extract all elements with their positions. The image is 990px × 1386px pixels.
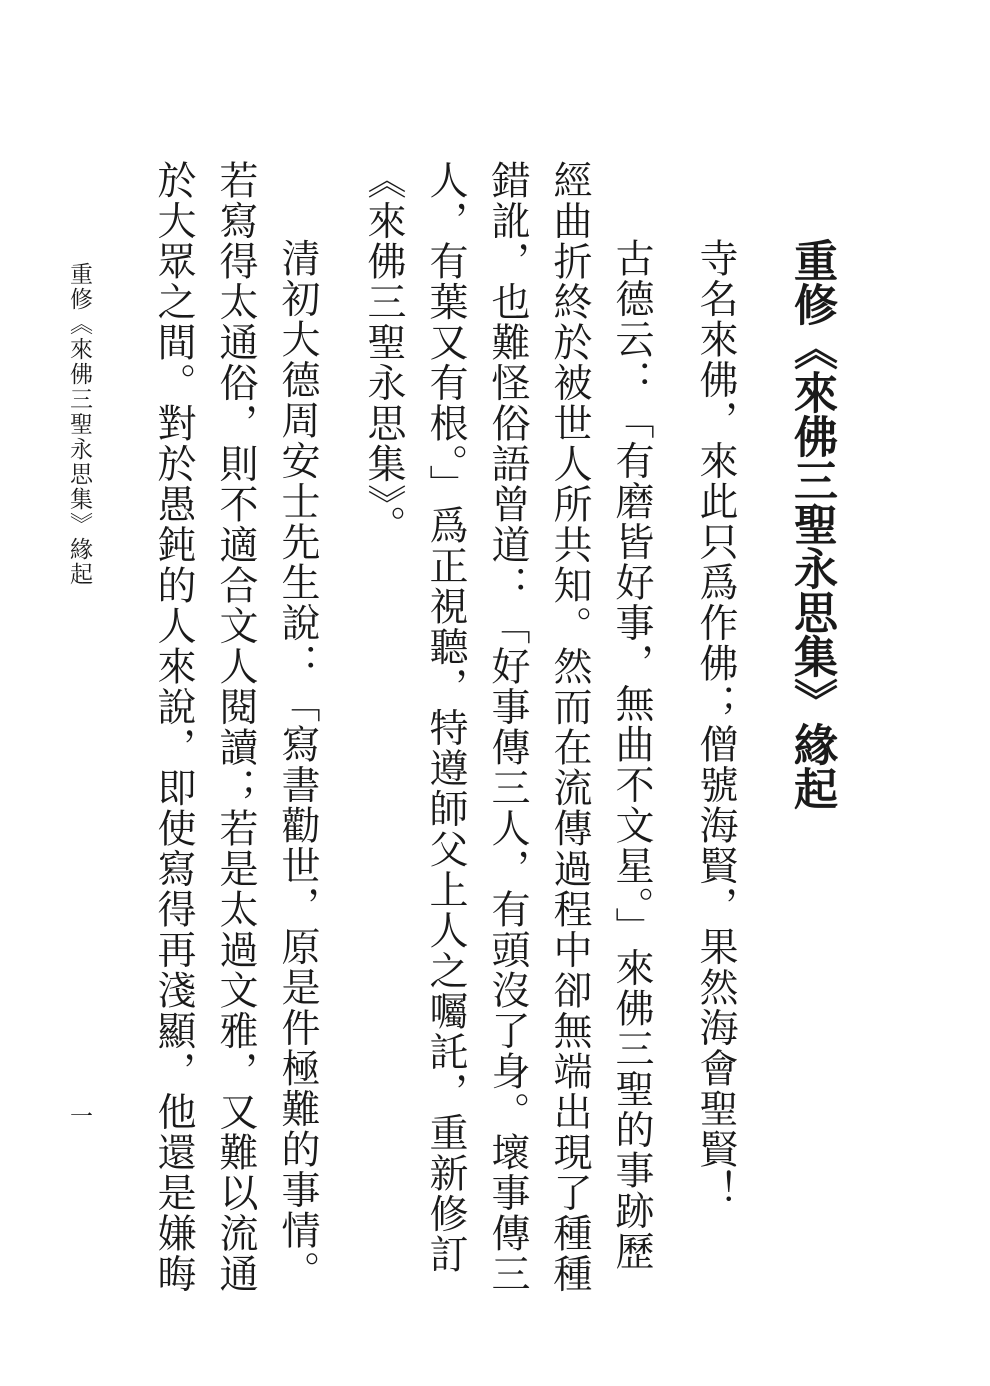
paragraph-2-line-5: 《來佛三聖永思集》。 — [361, 160, 406, 546]
paragraph-3-line-2: 若寫得太通俗，則不適合文人閱讀；若是太過文雅，又難以流通 — [213, 160, 258, 1294]
paragraph-2-line-1: 古德云：「有磨皆好事，無曲不文星。」來佛三聖的事跡歷 — [609, 238, 654, 1272]
page-number: 一 — [66, 1104, 92, 1129]
running-title: 重修《來佛三聖永思集》緣起 — [66, 262, 92, 587]
paragraph-1-line-1: 寺名來佛，來此只爲作佛；僧號海賢，果然海會聖賢！ — [693, 238, 738, 1210]
page-title: 重修《來佛三聖永思集》緣起 — [786, 238, 837, 810]
paragraph-3-line-3: 於大眾之間。對於愚鈍的人來說，即使寫得再淺顯，他還是嫌晦 — [151, 160, 196, 1294]
paragraph-2-line-3: 錯訛，也難怪俗語曾道：「好事傳三人，有頭沒了身。壞事傳三 — [485, 160, 530, 1294]
paragraph-2-line-4: 人，有葉又有根。」爲正視聽，特遵師父上人之囑託，重新修訂 — [423, 160, 468, 1275]
paragraph-3-line-1: 清初大德周安士先生說：「寫書勸世，原是件極難的事情。 — [275, 238, 320, 1291]
paragraph-2-line-2: 經曲折終於被世人所共知。然而在流傳過程中卻無端出現了種種 — [547, 160, 592, 1294]
